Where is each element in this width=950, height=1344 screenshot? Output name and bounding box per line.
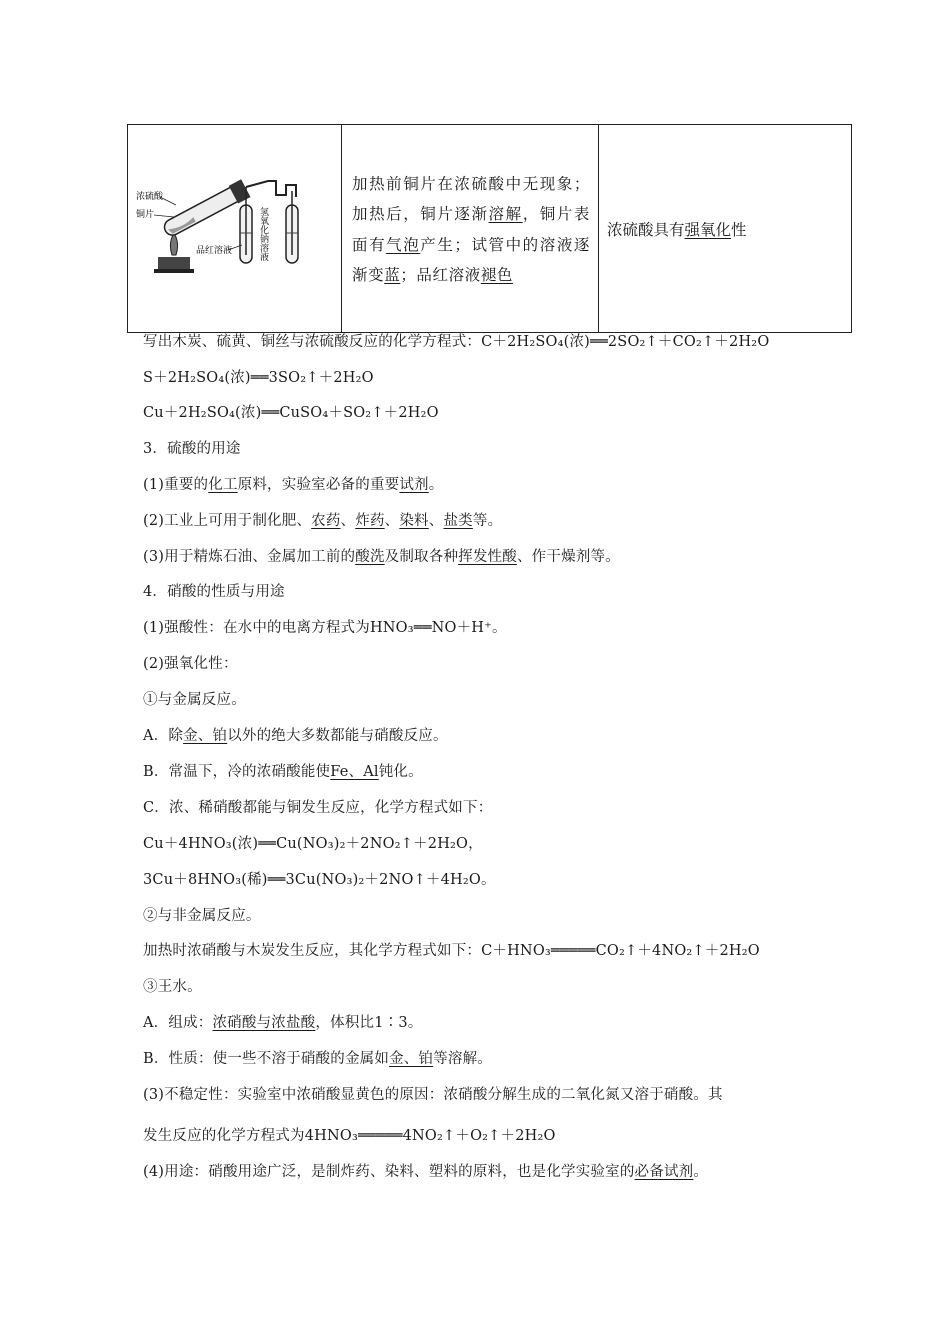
text-line: B．性质：使一些不溶于硝酸的金属如金、铂等溶解。 <box>143 1051 492 1067</box>
text-line: (4)用途：硝酸用途广泛，是制炸药、染料、塑料的原料，也是化学实验室的必备试剂。 <box>143 1164 709 1180</box>
label-naoh: 氢氧化钠溶液 <box>258 207 268 261</box>
label-red-solution: 品红溶液 <box>196 246 233 256</box>
text-line: (1)重要的化工原料，实验室必备的重要试剂。 <box>143 477 444 493</box>
text-line: ①与金属反应。 <box>143 692 246 708</box>
text-line: ③王水。 <box>143 979 202 995</box>
experiment-table <box>127 124 852 333</box>
text-line: Cu＋2H₂SO₄(浓)══CuSO₄＋SO₂↑＋2H₂O <box>143 405 439 421</box>
label-copper: 铜片 <box>136 210 155 220</box>
text-line: (2)工业上可用于制化肥、农药、炸药、染料、盐类等。 <box>143 513 503 529</box>
observation-cell: 加热前铜片在浓硫酸中无现象；加热后，铜片逐渐溶解，铜片表面有气泡产生；试管中的溶液逐渐变蓝；品红溶液褪色 <box>342 125 599 333</box>
conclusion-cell: 浓硫酸具有强氧化性 <box>599 125 852 333</box>
text-line: A．除金、铂以外的绝大多数都能与硝酸反应。 <box>143 728 448 744</box>
text-line: 3Cu＋8HNO₃(稀)══3Cu(NO₃)₂＋2NO↑＋4H₂O。 <box>143 872 496 888</box>
text-line: C．浓、稀硝酸都能与铜发生反应，化学方程式如下： <box>143 800 493 816</box>
label-acid: 浓硫酸 <box>136 192 164 202</box>
text-line: (1)强酸性：在水中的电离方程式为HNO₃══NO＋H⁺。 <box>143 620 507 636</box>
text-line: B．常温下，冷的浓硝酸能使Fe、Al钝化。 <box>143 764 423 780</box>
text-line: A．组成：浓硝酸与浓盐酸，体积比1∶3。 <box>143 1015 423 1031</box>
text-line: S＋2H₂SO₄(浓)══3SO₂↑＋2H₂O <box>143 370 374 386</box>
section-heading: 4．硝酸的性质与用途 <box>143 584 285 600</box>
apparatus-cell <box>128 125 342 333</box>
text-line: 发生反应的化学方程式为4HNO₃═════4NO₂↑＋O₂↑＋2H₂O <box>143 1128 556 1144</box>
text-line: (3)不稳定性：实验室中浓硝酸显黄色的原因：浓硝酸分解生成的二氧化氮又溶于硝酸。其 <box>143 1087 723 1103</box>
text-line: 加热时浓硝酸与木炭发生反应，其化学方程式如下：C＋HNO₃═════CO₂↑＋4NO₂↑＋2H₂O <box>143 943 760 959</box>
section-heading: 3．硫酸的用途 <box>143 441 241 457</box>
text-line: (3)用于精炼石油、金属加工前的酸洗及制取各种挥发性酸、作干燥剂等。 <box>143 549 620 565</box>
text-line: (2)强氧化性： <box>143 656 238 672</box>
text-line: Cu＋4HNO₃(浓)══Cu(NO₃)₂＋2NO₂↑＋2H₂O， <box>143 836 483 852</box>
text-line: 写出木炭、硫黄、铜丝与浓硫酸反应的化学方程式：C＋2H₂SO₄(浓)══2SO₂↑＋CO₂↑＋2H₂O <box>143 334 770 350</box>
text-line: ②与非金属反应。 <box>143 908 261 924</box>
table-row <box>128 125 852 333</box>
apparatus-diagram <box>128 125 341 328</box>
